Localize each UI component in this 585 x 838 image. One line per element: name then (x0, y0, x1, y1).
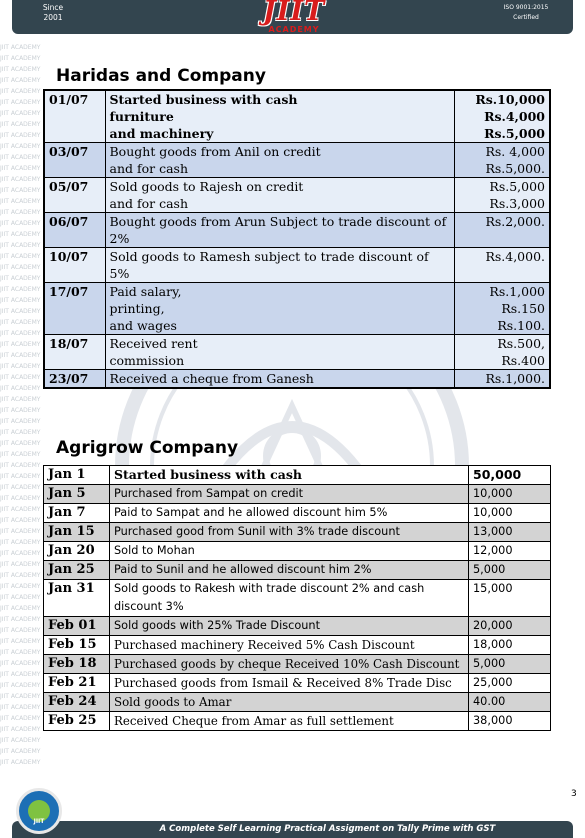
amount-line: Rs.2,000. (485, 214, 545, 229)
transaction-date: Jan 7 (44, 504, 110, 523)
table-row (44, 693, 551, 712)
watermark-text: JIIT ACADEMY (0, 385, 41, 392)
watermark-text: JIIT ACADEMY (0, 297, 41, 304)
transaction-description: Paid to Sunil and he allowed discount him 2% (110, 561, 469, 580)
watermark-text: JIIT ACADEMY (0, 374, 41, 381)
watermark-text: JIIT ACADEMY (0, 220, 41, 227)
watermark-text: JIIT ACADEMY (0, 44, 41, 51)
table-row (44, 370, 550, 389)
transaction-description: Received Cheque from Amar as full settlement (110, 712, 469, 731)
transaction-description (105, 248, 454, 283)
transaction-description (105, 213, 454, 248)
description-line: and for cash (109, 161, 188, 176)
watermark-text: JIIT ACADEMY (0, 440, 41, 447)
description-line: Sold goods to Ramesh subject to trade discount of 5% (109, 249, 429, 281)
watermark-text: JIIT ACADEMY (0, 418, 41, 425)
watermark-text: JIIT ACADEMY (0, 55, 41, 62)
transaction-date: Feb 24 (44, 693, 110, 712)
table-row (44, 466, 551, 485)
iso-badge: ISO 9001:2015 Certified (503, 4, 549, 21)
transaction-amount: 18,000 (469, 636, 551, 655)
watermark-text: JIIT ACADEMY (0, 583, 41, 590)
amount-line: Rs.10,000 (475, 92, 545, 107)
watermark-text: JIIT ACADEMY (0, 341, 41, 348)
description-line: furniture (109, 109, 174, 124)
amount-line: Rs.100. (497, 318, 545, 333)
amount-line: Rs.5,000. (485, 161, 545, 176)
watermark-text: JIIT ACADEMY (0, 671, 41, 678)
watermark-text: JIIT ACADEMY (0, 605, 41, 612)
watermark-text: JIIT ACADEMY (0, 594, 41, 601)
transaction-description: Sold goods to Rakesh with trade discount 2% and cash discount 3% (110, 580, 469, 617)
transaction-description: Purchased goods by cheque Received 10% Cash Discount (110, 655, 469, 674)
description-line: Received a cheque from Ganesh (109, 371, 314, 386)
transaction-amount (454, 248, 550, 283)
watermark-text: JIIT ACADEMY (0, 231, 41, 238)
transaction-amount: 50,000 (469, 466, 551, 485)
table-row (44, 283, 550, 335)
watermark-text: JIIT ACADEMY (0, 649, 41, 656)
table-row (44, 178, 550, 213)
watermark-text: JIIT ACADEMY (0, 715, 41, 722)
watermark-text: JIIT ACADEMY (0, 616, 41, 623)
transaction-description: Sold goods to Amar (110, 693, 469, 712)
amount-line: Rs.4,000 (484, 109, 545, 124)
transaction-amount: 40.00 (469, 693, 551, 712)
since-badge: Since 2001 (42, 3, 64, 22)
transaction-date: 18/07 (44, 335, 105, 370)
transaction-description (105, 90, 454, 143)
table-row (44, 617, 551, 636)
transaction-date: 17/07 (44, 283, 105, 335)
description-line: Sold goods to Rajesh on credit (109, 179, 304, 194)
transaction-amount: 13,000 (469, 523, 551, 542)
transaction-date: Feb 15 (44, 636, 110, 655)
table-row (44, 523, 551, 542)
watermark-text: JIIT ACADEMY (0, 528, 41, 535)
agrigrow-transactions-table (43, 465, 551, 731)
watermark-text: JIIT ACADEMY (0, 352, 41, 359)
watermark-text: JIIT ACADEMY (0, 572, 41, 579)
transaction-amount: 5,000 (469, 655, 551, 674)
watermark-text: JIIT ACADEMY (0, 693, 41, 700)
watermark-text: JIIT ACADEMY (0, 187, 41, 194)
transaction-amount (454, 283, 550, 335)
transaction-description: Started business with cash (110, 466, 469, 485)
watermark-text: JIIT ACADEMY (0, 253, 41, 260)
watermark-text: JIIT ACADEMY (0, 682, 41, 689)
section-title-agrigrow: Agrigrow Company (56, 438, 239, 458)
watermark-text: JIIT ACADEMY (0, 363, 41, 370)
table-row (44, 485, 551, 504)
watermark-text: JIIT ACADEMY (0, 539, 41, 546)
watermark-text: JIIT ACADEMY (0, 748, 41, 755)
transaction-date: Jan 25 (44, 561, 110, 580)
transaction-date: 10/07 (44, 248, 105, 283)
description-line: and machinery (109, 126, 214, 141)
watermark-text: JIIT ACADEMY (0, 121, 41, 128)
table-row (44, 90, 550, 143)
watermark-text: JIIT ACADEMY (0, 330, 41, 337)
watermark-text: JIIT ACADEMY (0, 264, 41, 271)
transaction-amount (454, 143, 550, 178)
transaction-description: Purchased from Sampat on credit (110, 485, 469, 504)
description-line: Bought goods from Anil on credit (109, 144, 321, 159)
watermark-text: JIIT ACADEMY (0, 143, 41, 150)
watermark-text: JIIT ACADEMY (0, 660, 41, 667)
transaction-date: 06/07 (44, 213, 105, 248)
watermark-text: JIIT ACADEMY (0, 88, 41, 95)
transaction-date: Jan 5 (44, 485, 110, 504)
transaction-date: Feb 25 (44, 712, 110, 731)
table-row (44, 712, 551, 731)
description-line: and wages (109, 318, 177, 333)
transaction-description (105, 370, 454, 389)
transaction-date: Feb 01 (44, 617, 110, 636)
watermark-text: JIIT ACADEMY (0, 451, 41, 458)
description-line: printing, (109, 301, 165, 316)
amount-line: Rs.400 (501, 353, 545, 368)
watermark-text: JIIT ACADEMY (0, 396, 41, 403)
footer-text: A Complete Self Learning Practical Assigment on Tally Prime with GST (159, 824, 496, 834)
watermark-text: JIIT ACADEMY (0, 726, 41, 733)
table-row (44, 143, 550, 178)
transaction-description (105, 178, 454, 213)
watermark-text: JIIT ACADEMY (0, 132, 41, 139)
transaction-amount (454, 335, 550, 370)
table-row (44, 335, 550, 370)
watermark-text: JIIT ACADEMY (0, 110, 41, 117)
amount-line: Rs. 4,000 (485, 144, 545, 159)
table-row (44, 504, 551, 523)
page-number: 3 (571, 789, 577, 799)
amount-line: Rs.3,000 (489, 196, 545, 211)
transaction-amount (454, 370, 550, 389)
amount-line: Rs.5,000 (489, 179, 545, 194)
transaction-date: 03/07 (44, 143, 105, 178)
transaction-amount: 20,000 (469, 617, 551, 636)
transaction-date: Jan 15 (44, 523, 110, 542)
watermark-text: JIIT ACADEMY (0, 275, 41, 282)
jiit-badge-icon: JIIT (16, 788, 62, 834)
watermark-text: JIIT ACADEMY (0, 473, 41, 480)
table-row (44, 636, 551, 655)
watermark-text: JIIT ACADEMY (0, 319, 41, 326)
transaction-description (105, 283, 454, 335)
transaction-description: Paid to Sampat and he allowed discount him 5% (110, 504, 469, 523)
amount-line: Rs.500, (497, 336, 545, 351)
watermark-text: JIIT ACADEMY (0, 242, 41, 249)
watermark-text: JIIT ACADEMY (0, 77, 41, 84)
watermark-text: JIIT ACADEMY (0, 286, 41, 293)
description-line: commission (109, 353, 185, 368)
table-row (44, 580, 551, 617)
transaction-amount: 25,000 (469, 674, 551, 693)
table-row (44, 674, 551, 693)
watermark-text: JIIT ACADEMY (0, 99, 41, 106)
watermark-text: JIIT ACADEMY (0, 66, 41, 73)
transaction-amount: 38,000 (469, 712, 551, 731)
transaction-date: Jan 20 (44, 542, 110, 561)
transaction-description: Sold to Mohan (110, 542, 469, 561)
watermark-text: JIIT ACADEMY (0, 759, 41, 766)
transaction-date: Jan 31 (44, 580, 110, 617)
table-row (44, 561, 551, 580)
amount-line: Rs.150 (501, 301, 545, 316)
transaction-date: 05/07 (44, 178, 105, 213)
amount-line: Rs.4,000. (485, 249, 545, 264)
watermark-text: JIIT ACADEMY (0, 550, 41, 557)
watermark-text: JIIT ACADEMY (0, 209, 41, 216)
watermark-text: JIIT ACADEMY (0, 627, 41, 634)
watermark-text: JIIT ACADEMY (0, 308, 41, 315)
watermark-text: JIIT ACADEMY (0, 462, 41, 469)
transaction-date: Feb 18 (44, 655, 110, 674)
transaction-amount: 15,000 (469, 580, 551, 617)
watermark-text: JIIT ACADEMY (0, 198, 41, 205)
watermark-text: JIIT ACADEMY (0, 737, 41, 744)
transaction-amount: 5,000 (469, 561, 551, 580)
table-row (44, 655, 551, 674)
footer-bar (12, 821, 573, 838)
transaction-amount (454, 213, 550, 248)
jiit-academy-logo: JIIT ACADEMY (262, 0, 326, 34)
transaction-description: Purchased good from Sunil with 3% trade discount (110, 523, 469, 542)
table-row (44, 248, 550, 283)
watermark-column (0, 42, 44, 782)
watermark-text: JIIT ACADEMY (0, 154, 41, 161)
description-line: Paid salary, (109, 284, 182, 299)
watermark-text: JIIT ACADEMY (0, 561, 41, 568)
haridas-transactions-table (43, 89, 551, 389)
watermark-text: JIIT ACADEMY (0, 176, 41, 183)
transaction-description (105, 143, 454, 178)
transaction-amount (454, 178, 550, 213)
watermark-text: JIIT ACADEMY (0, 484, 41, 491)
description-line: 2% (109, 231, 130, 246)
table-row (44, 542, 551, 561)
transaction-date: Feb 21 (44, 674, 110, 693)
watermark-text: JIIT ACADEMY (0, 506, 41, 513)
transaction-date: Jan 1 (44, 466, 110, 485)
transaction-amount (454, 90, 550, 143)
watermark-text: JIIT ACADEMY (0, 165, 41, 172)
transaction-date: 23/07 (44, 370, 105, 389)
watermark-text: JIIT ACADEMY (0, 495, 41, 502)
section-title-haridas: Haridas and Company (56, 66, 266, 86)
transaction-description: Sold goods with 25% Trade Discount (110, 617, 469, 636)
transaction-date: 01/07 (44, 90, 105, 143)
table-row (44, 213, 550, 248)
description-line: Bought goods from Arun Subject to trade discount of (109, 214, 447, 229)
watermark-text: JIIT ACADEMY (0, 429, 41, 436)
watermark-text: JIIT ACADEMY (0, 638, 41, 645)
watermark-text: JIIT ACADEMY (0, 517, 41, 524)
description-line: Started business with cash (109, 92, 298, 107)
amount-line: Rs.5,000 (484, 126, 545, 141)
description-line: and for cash (109, 196, 188, 211)
amount-line: Rs.1,000 (489, 284, 545, 299)
transaction-description (105, 335, 454, 370)
watermark-text: JIIT ACADEMY (0, 704, 41, 711)
transaction-amount: 10,000 (469, 485, 551, 504)
transaction-description: Purchased machinery Received 5% Cash Discount (110, 636, 469, 655)
description-line: Received rent (109, 336, 198, 351)
watermark-text: JIIT ACADEMY (0, 407, 41, 414)
amount-line: Rs.1,000. (485, 371, 545, 386)
transaction-amount: 10,000 (469, 504, 551, 523)
transaction-amount: 12,000 (469, 542, 551, 561)
transaction-description: Purchased goods from Ismail & Received 8% Trade Disc (110, 674, 469, 693)
